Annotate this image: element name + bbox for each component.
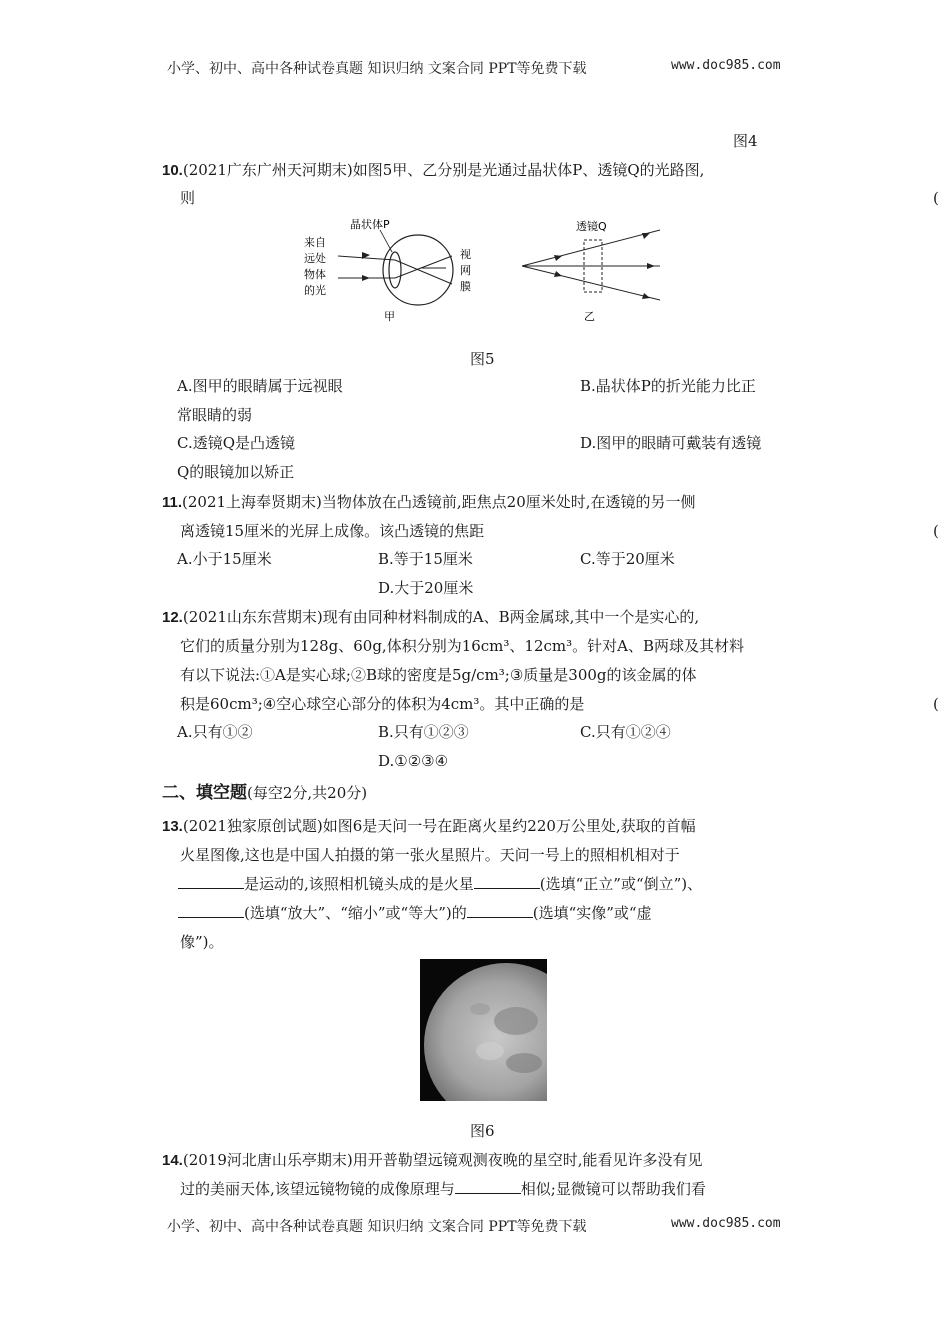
question-13-text-4b: (选填“实像”或“虚 xyxy=(532,904,652,922)
question-10-option-c[interactable]: C.透镜Q是凸透镜 xyxy=(177,434,296,452)
question-11-option-d[interactable]: D.大于20厘米 xyxy=(378,579,474,597)
refracted-ray-2 xyxy=(395,256,452,278)
page-footer-url[interactable]: www.doc985.com xyxy=(671,1216,781,1231)
figure-5-caption: 图5 xyxy=(470,350,495,368)
question-13-line-3 xyxy=(178,874,702,894)
question-13-text-4a: (选填“放大”、“缩小”或“等大”)的 xyxy=(244,904,467,922)
page-header-url[interactable]: www.doc985.com xyxy=(671,58,781,73)
mars-photo xyxy=(420,959,547,1101)
section-2-note: (每空2分,共20分) xyxy=(247,784,368,802)
question-13-text-1: (2021独家原创试题)如图6是天问一号在距离火星约220万公里处,获取的首幅 xyxy=(182,817,696,835)
arrow-middle-right xyxy=(647,263,655,269)
page-footer-text: 小学、初中、高中各种试卷真题 知识归纳 文案合同 PPT等免费下载 xyxy=(167,1219,587,1235)
question-10-line-2: 则 xyxy=(180,189,196,207)
mars-surface-feature-2 xyxy=(476,1042,504,1060)
question-13-blank-4[interactable] xyxy=(467,903,533,918)
retina-label-3: 膜 xyxy=(460,280,471,293)
arrow-bottom-right xyxy=(642,293,650,299)
question-14-line-1 xyxy=(162,1150,703,1171)
question-11-answer-paren: ( xyxy=(933,522,939,540)
crystalline-lens-p xyxy=(389,252,401,288)
question-10-option-a[interactable]: A.图甲的眼睛属于远视眼 xyxy=(177,377,343,395)
arrow-top-right xyxy=(642,233,650,239)
question-12-line-2: 它们的质量分别为128g、60g,体积分别为16cm³、12cm³。针对A、B两球及其材料 xyxy=(180,637,744,655)
question-13-line-2: 火星图像,这也是中国人拍摄的第一张火星照片。天问一号上的照相机相对于 xyxy=(180,846,680,864)
question-10-number: 10. xyxy=(162,162,183,179)
question-11-option-c[interactable]: C.等于20厘米 xyxy=(580,550,675,568)
question-10-answer-paren: ( xyxy=(933,189,939,207)
question-12-option-a[interactable]: A.只有①② xyxy=(177,723,253,741)
question-10-line-1 xyxy=(162,160,704,181)
question-10-option-b[interactable]: B.晶状体P的折光能力比正 xyxy=(580,377,756,395)
question-12-option-c[interactable]: C.只有①②④ xyxy=(580,723,671,741)
ray-arrow-bottom xyxy=(362,275,370,281)
question-13-text-3b: (选填“正立”或“倒立”)、 xyxy=(539,875,703,893)
question-14-text-2a: 过的美丽天体,该望远镜物镜的成像原理与 xyxy=(180,1180,455,1198)
question-12-line-1 xyxy=(162,607,699,628)
question-11-number: 11. xyxy=(162,494,183,511)
question-13-text-3a: 是运动的,该照相机镜头成的是火星 xyxy=(244,875,474,893)
incoming-light-label-4: 的光 xyxy=(304,284,326,297)
question-11-option-b[interactable]: B.等于15厘米 xyxy=(378,550,473,568)
lens-p-label: 晶状体P xyxy=(350,218,390,231)
question-13-blank-1[interactable] xyxy=(178,874,244,889)
question-13-number: 13. xyxy=(162,818,183,835)
question-13-line-5: 像”)。 xyxy=(180,933,224,951)
page-header-text: 小学、初中、高中各种试卷真题 知识归纳 文案合同 PPT等免费下载 xyxy=(167,61,587,77)
diverging-ray-top xyxy=(522,230,660,266)
question-11-line-2: 离透镜15厘米的光屏上成像。该凸透镜的焦距 xyxy=(180,522,485,540)
question-10-option-d-cont: Q的眼镜加以矫正 xyxy=(177,463,295,481)
section-2-heading xyxy=(162,783,367,803)
diverging-ray-bottom xyxy=(522,266,660,300)
question-11-option-a[interactable]: A.小于15厘米 xyxy=(177,550,272,568)
figure-4-label: 图4 xyxy=(733,132,758,150)
question-14-text-2b: 相似;显微镜可以帮助我们看 xyxy=(520,1180,706,1198)
question-12-line-3: 有以下说法:①A是实心球;②B球的密度是5g/cm³;③质量是300g的该金属的体 xyxy=(180,666,697,684)
question-12-answer-paren: ( xyxy=(933,695,939,713)
question-14-text-1: (2019河北唐山乐亭期末)用开普勒望远镜观测夜晚的星空时,能看见许多没有见 xyxy=(182,1151,703,1169)
figure-6-caption: 图6 xyxy=(470,1122,495,1140)
question-13-blank-3[interactable] xyxy=(178,903,244,918)
question-10-text-1: (2021广东广州天河期末)如图5甲、乙分别是光通过晶状体P、透镜Q的光路图, xyxy=(182,161,705,179)
retina-label-2: 网 xyxy=(460,264,471,277)
question-14-number: 14. xyxy=(162,1152,183,1169)
question-12-option-b[interactable]: B.只有①②③ xyxy=(378,723,469,741)
incoming-light-label-3: 物体 xyxy=(304,268,326,281)
mars-surface-feature-1 xyxy=(494,1007,538,1035)
mars-surface-feature-4 xyxy=(470,1003,490,1015)
figure-5-diagram xyxy=(300,210,670,330)
figure-5-left-label: 甲 xyxy=(384,310,395,323)
lens-q-label: 透镜Q xyxy=(576,220,607,233)
question-12-line-4: 积是60cm³;④空心球空心部分的体积为4cm³。其中正确的是 xyxy=(180,695,585,713)
arrow-top-left xyxy=(554,255,562,261)
question-11-line-1 xyxy=(162,492,696,513)
refracted-ray-1 xyxy=(395,260,452,284)
question-12-text-1: (2021山东东营期末)现有由同种材料制成的A、B两金属球,其中一个是实心的, xyxy=(182,608,700,626)
question-13-line-4 xyxy=(178,903,652,923)
question-10-option-b-cont: 常眼睛的弱 xyxy=(177,406,253,424)
question-12-number: 12. xyxy=(162,609,183,626)
incoming-light-label-2: 远处 xyxy=(304,252,326,265)
retina-label-1: 视 xyxy=(460,248,471,261)
question-11-text-1: (2021上海奉贤期末)当物体放在凸透镜前,距焦点20厘米处时,在透镜的另一侧 xyxy=(182,493,696,511)
section-2-title: 二、填空题 xyxy=(162,783,247,803)
question-10-option-d[interactable]: D.图甲的眼睛可戴装有透镜 xyxy=(580,434,762,452)
question-14-line-2 xyxy=(180,1179,706,1199)
question-13-line-1 xyxy=(162,816,696,837)
figure-5-right-label: 乙 xyxy=(584,310,595,323)
incoming-light-label-1: 来自 xyxy=(304,236,326,249)
arrow-bottom-left xyxy=(554,271,562,277)
question-13-blank-2[interactable] xyxy=(474,874,540,889)
question-12-option-d[interactable]: D.①②③④ xyxy=(378,752,449,770)
mars-surface-feature-3 xyxy=(506,1053,542,1073)
question-14-blank-1[interactable] xyxy=(455,1179,521,1194)
